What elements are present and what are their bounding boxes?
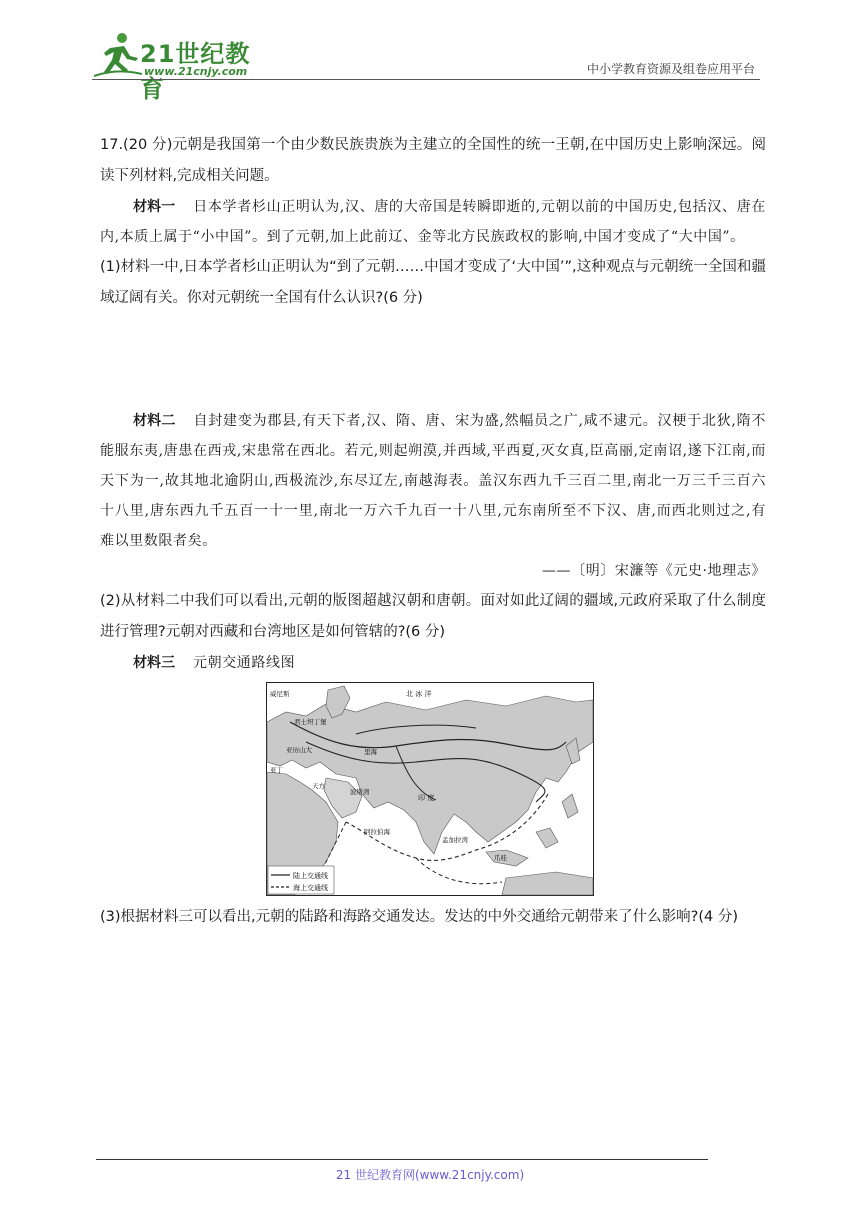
material-three-label: 材料三: [133, 655, 175, 671]
runner-icon: [92, 30, 144, 80]
answer-space-1: [100, 314, 766, 406]
page-header: [0, 0, 860, 103]
map-label: 天方: [312, 782, 325, 790]
material-two-source: ——〔明〕宋濂等《元史·地理志》: [541, 563, 766, 579]
question-2: (2)从材料二中我们可以看出,元朝的版图超越汉朝和唐朝。面对如此辽阔的疆域,元政府采取了什么制度进行管理?元朝对西藏和台湾地区是如何管辖的?(6 分): [100, 593, 766, 640]
material-one-label: 材料一: [133, 199, 176, 215]
map-label: 北 冰 洋: [406, 690, 432, 698]
map-label: 君士坦丁堡: [294, 718, 327, 726]
material-two-text: 自封建变为郡县,有天下者,汉、隋、唐、宋为盛,然幅员之广,咸不逮元。汉梗于北狄,隋不能服东夷,唐患在西戎,宋患常在西北。若元,则起朔漠,并西域,平西夏,灭女真,臣高丽,定南诏,遂下江南,而天下为一,故其地北逾阴山,西极流沙,东尽辽左,南越海表。盖汉东西九千三百二里,南北一万三千三百六十八里,唐东西九千五百一十一里,南北一万六千九百一十八里,元东南所至不下汉、唐,而西北则过之,有难以里数限者矣。: [100, 413, 766, 549]
logo-url: www.21cnjy.com: [144, 65, 248, 78]
material-two-label: 材料二: [133, 413, 176, 429]
platform-name: 中小学教育资源及组卷应用平台: [586, 62, 755, 76]
header-divider: [92, 79, 760, 80]
map-label: 阿拉伯海: [364, 828, 390, 836]
question-intro: 17.(20 分)元朝是我国第一个由少数民族贵族为主建立的全国性的统一王朝,在中国历史上影响深远。阅读下列材料,完成相关问题。: [100, 137, 766, 184]
material-three: [100, 648, 766, 678]
map-svg: [266, 682, 594, 896]
footer-divider: [96, 1159, 708, 1160]
material-two: [100, 406, 766, 556]
map-label: 亚历山大: [286, 746, 312, 754]
material-one: [100, 192, 766, 252]
yuan-traffic-map: [266, 682, 594, 896]
legend-sea-label: 海上交通线: [293, 884, 328, 892]
material-one-text: 日本学者杉山正明认为,汉、唐的大帝国是转瞬即逝的,元朝以前的中国历史,包括汉、唐在内,本质上属于“小中国”。到了元朝,加上此前辽、金等北方民族政权的影响,中国才变成了“大中国”。: [100, 199, 767, 245]
map-label: 波斯湾: [350, 788, 370, 796]
map-label: 亚丁: [270, 766, 283, 774]
legend-land-label: 陆上交通线: [293, 872, 328, 880]
map-label: 孟加拉湾: [442, 836, 468, 844]
question-body: [100, 130, 766, 933]
map-label: 威尼斯: [270, 690, 290, 698]
question-1: (1)材料一中,日本学者杉山正明认为“到了元朝……中国才变成了‘大中国’”,这种观点与元朝统一全国和疆域辽阔有关。你对元朝统一全国有什么认识?(6 分): [100, 259, 766, 306]
map-label: 里海: [364, 748, 377, 756]
map-label: 印 度: [418, 794, 435, 802]
site-logo: [92, 30, 267, 103]
footer-text: 21 世纪教育网(www.21cnjy.com): [335, 1168, 525, 1182]
material-three-title: 元朝交通路线图: [193, 655, 296, 671]
logo-text: 21世纪教育: [140, 40, 251, 103]
question-3: (3)根据材料三可以看出,元朝的陆路和海路交通发达。发达的中外交通给元朝带来了什么影响?(4 分): [100, 909, 738, 925]
map-label: 爪哇: [494, 854, 507, 862]
